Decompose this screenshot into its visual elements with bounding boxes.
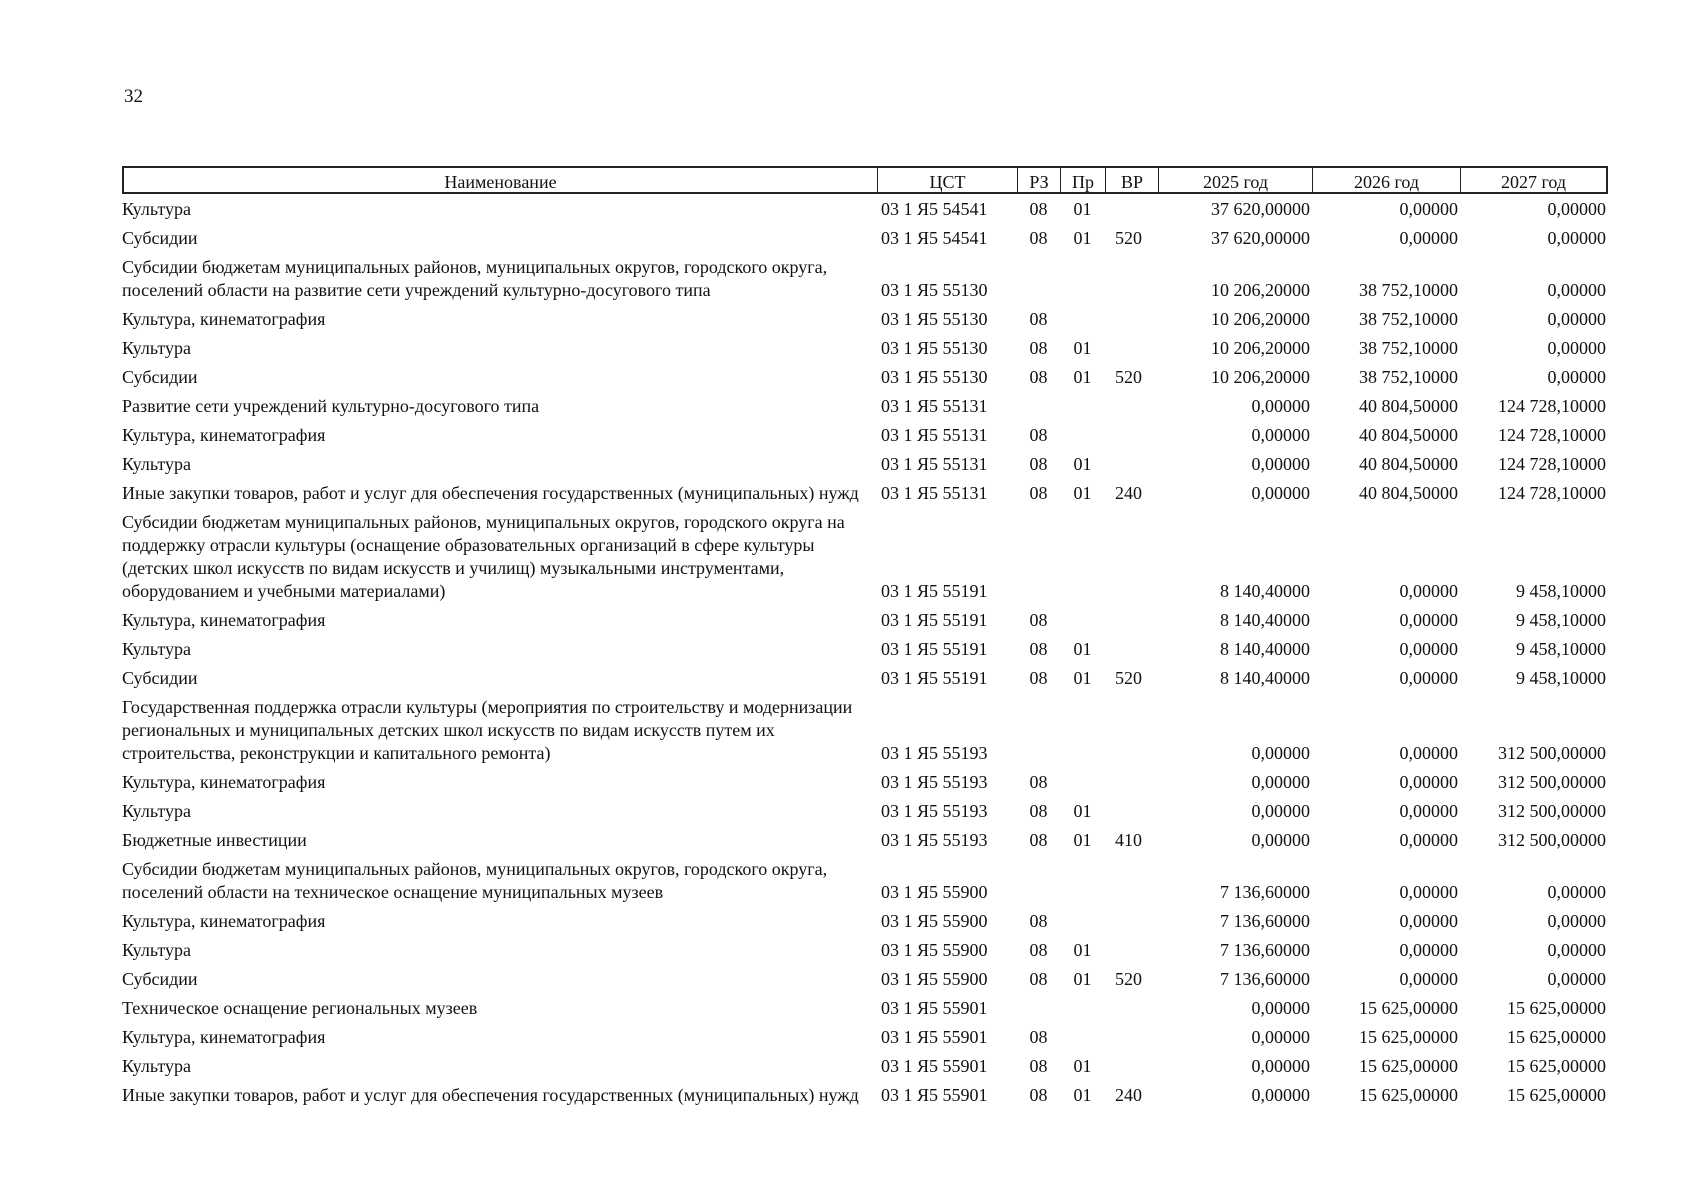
cell-vr bbox=[1105, 767, 1158, 796]
cell-rz: 08 bbox=[1029, 772, 1048, 792]
cell-2026: 0,00000 bbox=[1399, 882, 1458, 902]
cell-2026: 38 752,10000 bbox=[1359, 280, 1458, 300]
cell-2025: 0,00000 bbox=[1251, 830, 1310, 850]
cell-name: Культура bbox=[122, 338, 191, 358]
cell-pr bbox=[1060, 507, 1105, 605]
header-pr: Пр bbox=[1060, 166, 1105, 194]
cell-vr bbox=[1105, 634, 1158, 663]
cell-2025: 0,00000 bbox=[1251, 396, 1310, 416]
cell-rz bbox=[1017, 391, 1060, 420]
cell-name: Иные закупки товаров, работ и услуг для обеспечения государственных (муниципальных) нужд bbox=[122, 483, 859, 503]
cell-pr: 01 bbox=[1073, 801, 1092, 821]
cell-cst: 03 1 Я5 55901 bbox=[881, 1027, 988, 1047]
cell-name: Субсидии bbox=[122, 367, 198, 387]
cell-2025: 0,00000 bbox=[1251, 1027, 1310, 1047]
cell-vr bbox=[1105, 252, 1158, 304]
cell-cst: 03 1 Я5 54541 bbox=[881, 199, 988, 219]
cell-name: Бюджетные инвестиции bbox=[122, 830, 307, 850]
cell-name: Субсидии бюджетам муниципальных районов, муниципальных округов, городского округа, поселений области на развитие сети учреждений культурно-досугового типа bbox=[122, 257, 828, 300]
cell-cst: 03 1 Я5 55191 bbox=[881, 610, 988, 630]
cell-2026: 38 752,10000 bbox=[1359, 338, 1458, 358]
cell-name: Субсидии бюджетам муниципальных районов, муниципальных округов, городского округа, поселений области на техническое оснащение муниципальных музеев bbox=[122, 859, 828, 902]
cell-2026: 0,00000 bbox=[1399, 228, 1458, 248]
cell-name: Субсидии бюджетам муниципальных районов, муниципальных округов, городского округа на поддержку отрасли культуры (оснащение образовательных организаций в сфере культуры (детских школ искусств по видам искусств и училищ) музыкальными инструментами, оборудованием и учебными материалами) bbox=[122, 512, 845, 601]
cell-2026: 0,00000 bbox=[1399, 668, 1458, 688]
cell-pr: 01 bbox=[1073, 228, 1092, 248]
cell-cst: 03 1 Я5 55901 bbox=[881, 1085, 988, 1105]
budget-table-grid bbox=[122, 166, 1606, 1109]
cell-pr bbox=[1060, 692, 1105, 767]
cell-name: Культура bbox=[122, 1056, 191, 1076]
cell-vr bbox=[1105, 449, 1158, 478]
cell-2025: 0,00000 bbox=[1251, 1085, 1310, 1105]
cell-2025: 7 136,60000 bbox=[1220, 911, 1310, 931]
cell-name: Культура, кинематография bbox=[122, 911, 326, 931]
header-name: Наименование bbox=[122, 166, 877, 194]
cell-cst: 03 1 Я5 55191 bbox=[881, 581, 988, 601]
cell-2027: 312 500,00000 bbox=[1498, 830, 1606, 850]
cell-2027: 312 500,00000 bbox=[1498, 743, 1606, 763]
cell-vr bbox=[1105, 420, 1158, 449]
cell-pr: 01 bbox=[1073, 639, 1092, 659]
budget-table bbox=[122, 166, 1606, 1109]
cell-pr bbox=[1060, 1022, 1105, 1051]
cell-2025: 0,00000 bbox=[1251, 801, 1310, 821]
cell-name: Субсидии bbox=[122, 228, 198, 248]
cell-cst: 03 1 Я5 55901 bbox=[881, 1056, 988, 1076]
cell-rz: 08 bbox=[1029, 338, 1048, 358]
cell-2027: 9 458,10000 bbox=[1516, 639, 1606, 659]
cell-vr: 520 bbox=[1115, 367, 1142, 387]
cell-2027: 9 458,10000 bbox=[1516, 581, 1606, 601]
cell-2025: 0,00000 bbox=[1251, 998, 1310, 1018]
cell-2026: 15 625,00000 bbox=[1359, 1027, 1458, 1047]
cell-pr bbox=[1060, 304, 1105, 333]
cell-rz: 08 bbox=[1029, 639, 1048, 659]
cell-cst: 03 1 Я5 55900 bbox=[881, 969, 988, 989]
cell-rz: 08 bbox=[1029, 425, 1048, 445]
cell-cst: 03 1 Я5 55900 bbox=[881, 882, 988, 902]
header-cst: ЦСТ bbox=[877, 166, 1017, 194]
cell-2026: 0,00000 bbox=[1399, 772, 1458, 792]
header-2026: 2026 год bbox=[1312, 166, 1460, 194]
cell-2026: 40 804,50000 bbox=[1359, 483, 1458, 503]
cell-name: Культура bbox=[122, 801, 191, 821]
cell-2025: 0,00000 bbox=[1251, 454, 1310, 474]
cell-rz: 08 bbox=[1029, 969, 1048, 989]
cell-cst: 03 1 Я5 55130 bbox=[881, 338, 988, 358]
cell-2026: 40 804,50000 bbox=[1359, 396, 1458, 416]
cell-pr: 01 bbox=[1073, 969, 1092, 989]
header-vr: ВР bbox=[1105, 166, 1158, 194]
cell-2026: 0,00000 bbox=[1399, 940, 1458, 960]
cell-2027: 0,00000 bbox=[1547, 199, 1606, 219]
cell-2025: 0,00000 bbox=[1251, 483, 1310, 503]
cell-cst: 03 1 Я5 55131 bbox=[881, 396, 988, 416]
cell-pr bbox=[1060, 854, 1105, 906]
cell-pr: 01 bbox=[1073, 483, 1092, 503]
cell-2027: 124 728,10000 bbox=[1498, 396, 1606, 416]
cell-pr: 01 bbox=[1073, 367, 1092, 387]
cell-2025: 10 206,20000 bbox=[1211, 280, 1310, 300]
cell-name: Культура, кинематография bbox=[122, 425, 326, 445]
cell-2026: 15 625,00000 bbox=[1359, 1056, 1458, 1076]
cell-cst: 03 1 Я5 55193 bbox=[881, 772, 988, 792]
cell-cst: 03 1 Я5 55193 bbox=[881, 743, 988, 763]
cell-vr bbox=[1105, 333, 1158, 362]
cell-2025: 0,00000 bbox=[1251, 772, 1310, 792]
cell-vr bbox=[1105, 507, 1158, 605]
cell-cst: 03 1 Я5 55191 bbox=[881, 668, 988, 688]
cell-2026: 0,00000 bbox=[1399, 969, 1458, 989]
cell-pr bbox=[1060, 420, 1105, 449]
cell-2027: 0,00000 bbox=[1547, 911, 1606, 931]
cell-2027: 0,00000 bbox=[1547, 228, 1606, 248]
cell-pr bbox=[1060, 605, 1105, 634]
cell-vr: 240 bbox=[1115, 483, 1142, 503]
cell-rz bbox=[1017, 507, 1060, 605]
cell-rz: 08 bbox=[1029, 1056, 1048, 1076]
cell-vr bbox=[1105, 605, 1158, 634]
cell-rz: 08 bbox=[1029, 367, 1048, 387]
cell-2026: 0,00000 bbox=[1399, 610, 1458, 630]
cell-rz: 08 bbox=[1029, 228, 1048, 248]
cell-2026: 38 752,10000 bbox=[1359, 367, 1458, 387]
cell-2026: 38 752,10000 bbox=[1359, 309, 1458, 329]
header-2025: 2025 год bbox=[1158, 166, 1312, 194]
cell-rz: 08 bbox=[1029, 309, 1048, 329]
cell-2025: 10 206,20000 bbox=[1211, 309, 1310, 329]
cell-name: Субсидии bbox=[122, 668, 198, 688]
cell-vr bbox=[1105, 692, 1158, 767]
cell-rz bbox=[1017, 854, 1060, 906]
cell-cst: 03 1 Я5 55130 bbox=[881, 280, 988, 300]
cell-2027: 124 728,10000 bbox=[1498, 425, 1606, 445]
cell-vr bbox=[1105, 906, 1158, 935]
cell-cst: 03 1 Я5 55901 bbox=[881, 998, 988, 1018]
cell-2027: 0,00000 bbox=[1547, 969, 1606, 989]
cell-2027: 124 728,10000 bbox=[1498, 454, 1606, 474]
cell-2025: 0,00000 bbox=[1251, 743, 1310, 763]
cell-2027: 15 625,00000 bbox=[1507, 1027, 1606, 1047]
cell-rz: 08 bbox=[1029, 1085, 1048, 1105]
cell-name: Культура bbox=[122, 940, 191, 960]
cell-2025: 10 206,20000 bbox=[1211, 338, 1310, 358]
cell-2025: 10 206,20000 bbox=[1211, 367, 1310, 387]
cell-cst: 03 1 Я5 54541 bbox=[881, 228, 988, 248]
cell-2025: 0,00000 bbox=[1251, 425, 1310, 445]
cell-name: Культура bbox=[122, 639, 191, 659]
cell-vr bbox=[1105, 935, 1158, 964]
cell-2027: 0,00000 bbox=[1547, 367, 1606, 387]
cell-2027: 312 500,00000 bbox=[1498, 801, 1606, 821]
cell-pr: 01 bbox=[1073, 1085, 1092, 1105]
cell-vr bbox=[1105, 194, 1158, 223]
cell-2026: 0,00000 bbox=[1399, 199, 1458, 219]
cell-2026: 0,00000 bbox=[1399, 830, 1458, 850]
cell-rz: 08 bbox=[1029, 940, 1048, 960]
cell-cst: 03 1 Я5 55131 bbox=[881, 425, 988, 445]
cell-name: Культура, кинематография bbox=[122, 309, 326, 329]
cell-cst: 03 1 Я5 55191 bbox=[881, 639, 988, 659]
cell-name: Культура, кинематография bbox=[122, 610, 326, 630]
cell-2027: 124 728,10000 bbox=[1498, 483, 1606, 503]
cell-pr bbox=[1060, 906, 1105, 935]
cell-cst: 03 1 Я5 55131 bbox=[881, 454, 988, 474]
cell-name: Субсидии bbox=[122, 969, 198, 989]
cell-cst: 03 1 Я5 55193 bbox=[881, 801, 988, 821]
cell-rz: 08 bbox=[1029, 668, 1048, 688]
cell-rz: 08 bbox=[1029, 1027, 1048, 1047]
cell-2027: 15 625,00000 bbox=[1507, 1056, 1606, 1076]
cell-2026: 40 804,50000 bbox=[1359, 425, 1458, 445]
cell-pr bbox=[1060, 993, 1105, 1022]
cell-2025: 8 140,40000 bbox=[1220, 639, 1310, 659]
cell-pr: 01 bbox=[1073, 454, 1092, 474]
cell-pr: 01 bbox=[1073, 199, 1092, 219]
cell-2025: 8 140,40000 bbox=[1220, 668, 1310, 688]
cell-pr: 01 bbox=[1073, 830, 1092, 850]
cell-pr: 01 bbox=[1073, 338, 1092, 358]
cell-2027: 0,00000 bbox=[1547, 280, 1606, 300]
cell-2025: 7 136,60000 bbox=[1220, 882, 1310, 902]
page-number: 32 bbox=[124, 86, 143, 107]
cell-vr bbox=[1105, 1022, 1158, 1051]
cell-2025: 8 140,40000 bbox=[1220, 610, 1310, 630]
cell-vr: 240 bbox=[1115, 1085, 1142, 1105]
cell-rz: 08 bbox=[1029, 911, 1048, 931]
cell-vr bbox=[1105, 1051, 1158, 1080]
cell-cst: 03 1 Я5 55131 bbox=[881, 483, 988, 503]
cell-vr: 410 bbox=[1115, 830, 1142, 850]
cell-rz: 08 bbox=[1029, 801, 1048, 821]
cell-name: Государственная поддержка отрасли культуры (мероприятия по строительству и модернизации региональных и муниципальных детских школ искусств по видам искусств путем их строительства, реконструкции и капитального ремонта) bbox=[122, 697, 853, 763]
cell-2027: 312 500,00000 bbox=[1498, 772, 1606, 792]
cell-2025: 7 136,60000 bbox=[1220, 940, 1310, 960]
cell-rz bbox=[1017, 692, 1060, 767]
cell-vr bbox=[1105, 854, 1158, 906]
cell-2026: 15 625,00000 bbox=[1359, 998, 1458, 1018]
cell-rz: 08 bbox=[1029, 610, 1048, 630]
cell-cst: 03 1 Я5 55130 bbox=[881, 309, 988, 329]
cell-rz: 08 bbox=[1029, 830, 1048, 850]
cell-cst: 03 1 Я5 55130 bbox=[881, 367, 988, 387]
cell-2027: 9 458,10000 bbox=[1516, 610, 1606, 630]
cell-2026: 0,00000 bbox=[1399, 911, 1458, 931]
cell-cst: 03 1 Я5 55900 bbox=[881, 911, 988, 931]
cell-2025: 7 136,60000 bbox=[1220, 969, 1310, 989]
cell-2026: 0,00000 bbox=[1399, 743, 1458, 763]
cell-cst: 03 1 Я5 55900 bbox=[881, 940, 988, 960]
cell-2025: 0,00000 bbox=[1251, 1056, 1310, 1076]
header-2027: 2027 год bbox=[1460, 166, 1608, 194]
cell-2025: 8 140,40000 bbox=[1220, 581, 1310, 601]
cell-2027: 0,00000 bbox=[1547, 882, 1606, 902]
cell-2027: 9 458,10000 bbox=[1516, 668, 1606, 688]
cell-2026: 0,00000 bbox=[1399, 801, 1458, 821]
cell-2026: 0,00000 bbox=[1399, 581, 1458, 601]
cell-2027: 15 625,00000 bbox=[1507, 998, 1606, 1018]
cell-vr bbox=[1105, 993, 1158, 1022]
cell-name: Культура bbox=[122, 454, 191, 474]
cell-2027: 0,00000 bbox=[1547, 338, 1606, 358]
cell-vr bbox=[1105, 304, 1158, 333]
cell-name: Культура bbox=[122, 199, 191, 219]
cell-vr: 520 bbox=[1115, 969, 1142, 989]
cell-name: Иные закупки товаров, работ и услуг для обеспечения государственных (муниципальных) нужд bbox=[122, 1085, 859, 1105]
cell-pr bbox=[1060, 767, 1105, 796]
cell-2026: 0,00000 bbox=[1399, 639, 1458, 659]
cell-2027: 0,00000 bbox=[1547, 309, 1606, 329]
header-rz: РЗ bbox=[1017, 166, 1060, 194]
cell-pr bbox=[1060, 391, 1105, 420]
cell-rz bbox=[1017, 252, 1060, 304]
cell-2027: 0,00000 bbox=[1547, 940, 1606, 960]
cell-pr: 01 bbox=[1073, 1056, 1092, 1076]
cell-2025: 37 620,00000 bbox=[1211, 199, 1310, 219]
cell-cst: 03 1 Я5 55193 bbox=[881, 830, 988, 850]
cell-rz: 08 bbox=[1029, 454, 1048, 474]
cell-vr bbox=[1105, 391, 1158, 420]
cell-name: Развитие сети учреждений культурно-досугового типа bbox=[122, 396, 540, 416]
cell-2025: 37 620,00000 bbox=[1211, 228, 1310, 248]
cell-name: Культура, кинематография bbox=[122, 1027, 326, 1047]
cell-2026: 15 625,00000 bbox=[1359, 1085, 1458, 1105]
cell-pr: 01 bbox=[1073, 940, 1092, 960]
cell-vr: 520 bbox=[1115, 228, 1142, 248]
cell-rz: 08 bbox=[1029, 483, 1048, 503]
cell-rz bbox=[1017, 993, 1060, 1022]
cell-2026: 40 804,50000 bbox=[1359, 454, 1458, 474]
cell-rz: 08 bbox=[1029, 199, 1048, 219]
cell-vr: 520 bbox=[1115, 668, 1142, 688]
cell-pr: 01 bbox=[1073, 668, 1092, 688]
cell-pr bbox=[1060, 252, 1105, 304]
cell-name: Техническое оснащение региональных музеев bbox=[122, 998, 478, 1018]
cell-2027: 15 625,00000 bbox=[1507, 1085, 1606, 1105]
cell-vr bbox=[1105, 796, 1158, 825]
cell-name: Культура, кинематография bbox=[122, 772, 326, 792]
